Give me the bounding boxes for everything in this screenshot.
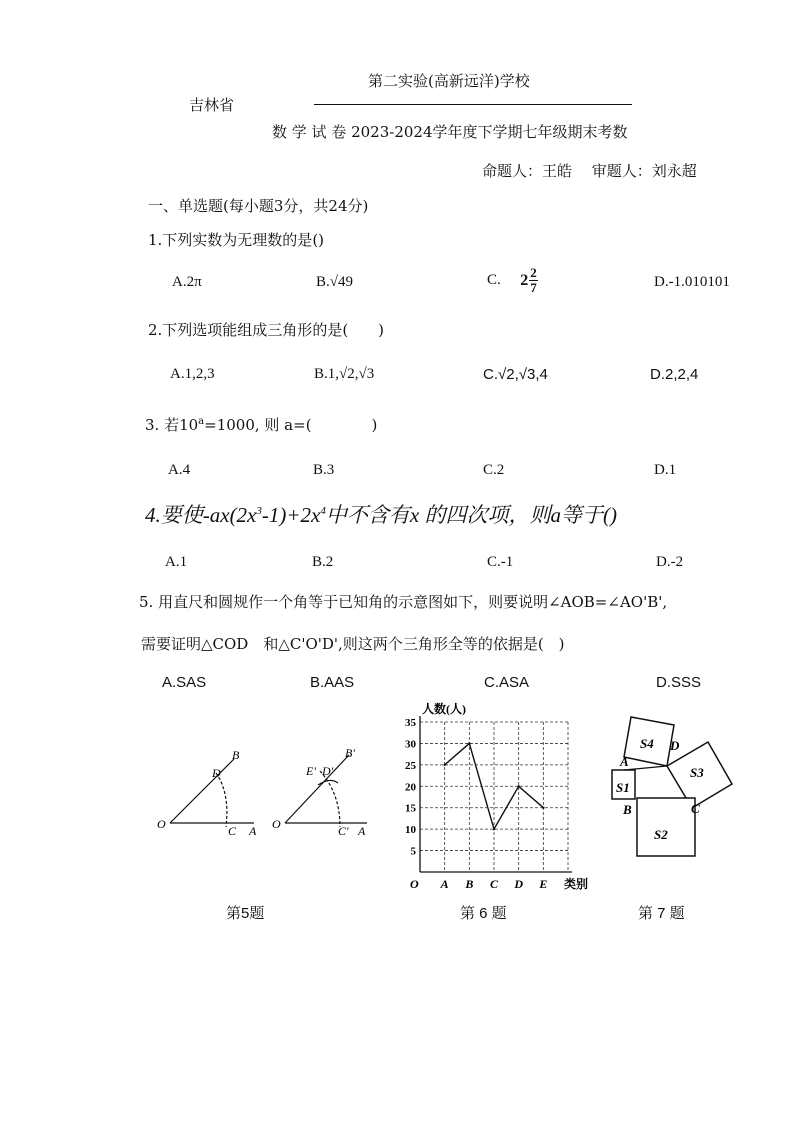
data-point bbox=[468, 742, 470, 744]
y-tick-label: 15 bbox=[405, 802, 416, 815]
question-1-stem: 1.下列实数为无理数的是() bbox=[148, 231, 325, 249]
fig5b-label-e: E' bbox=[306, 764, 316, 778]
y-tick-label: 35 bbox=[405, 717, 416, 729]
chart-y-label: 人数(人) bbox=[422, 702, 466, 716]
data-point bbox=[443, 764, 445, 766]
q2-option-d[interactable]: D.2,2,4 bbox=[650, 366, 699, 383]
question-4-stem: 4.要使$-ax(2x^3-1)+2x^4$中不含有x 的四次项，则a等于() bbox=[145, 503, 617, 527]
fig5-label-d: D bbox=[212, 766, 221, 780]
chart-x-ticks bbox=[440, 877, 548, 891]
chart-axes bbox=[420, 716, 572, 872]
y-tick-label: 5 bbox=[410, 845, 416, 858]
x-tick-label: B bbox=[465, 877, 474, 891]
question-3-stem: 3. 若$10^a=1000$, 则 a=( ) bbox=[145, 416, 378, 434]
q2-option-c[interactable]: C.√2,√3,4 bbox=[483, 366, 548, 383]
x-tick-label: D bbox=[514, 877, 524, 891]
province: 吉林省 bbox=[189, 96, 235, 114]
chart-origin-label: O bbox=[410, 877, 419, 891]
q1-option-a[interactable]: A.2π bbox=[172, 274, 202, 290]
fig7-label-b: B bbox=[623, 802, 632, 817]
q4-option-d[interactable]: D.-2 bbox=[656, 554, 684, 570]
q1-option-b[interactable]: B.√49 bbox=[316, 274, 353, 290]
fig5b-label-b: B' bbox=[345, 746, 355, 760]
y-tick-label: 20 bbox=[405, 781, 416, 794]
q3-option-a[interactable]: A.4 bbox=[168, 462, 191, 478]
fig7-label-c: C bbox=[691, 801, 700, 816]
school-underline bbox=[314, 104, 632, 105]
q1-option-c-label: C. bbox=[487, 272, 501, 288]
q3-option-b[interactable]: B.3 bbox=[313, 462, 335, 478]
y-tick-label: 30 bbox=[405, 738, 416, 751]
fig5-label-o: O bbox=[157, 817, 166, 831]
fig7-label-s3: S3 bbox=[690, 765, 704, 780]
x-tick-label: C bbox=[489, 877, 499, 891]
fig7-label-s2: S2 bbox=[654, 827, 668, 842]
fig5-label-b: B bbox=[232, 748, 240, 762]
figure-6-caption: 第 6 题 bbox=[460, 905, 507, 922]
question-5-line-2: 需要证明△COD 和△C'O'D',则这两个三角形全等的依据是( ) bbox=[141, 635, 565, 653]
fig5b-label-o: O bbox=[272, 817, 281, 831]
fig7-label-s1: S1 bbox=[616, 780, 630, 795]
q3-option-d[interactable]: D.1 bbox=[654, 462, 677, 478]
authors: 命题人：王皓 审题人：刘永超 bbox=[482, 162, 697, 180]
fig7-edge-ad bbox=[624, 766, 667, 770]
chart-y-ticks bbox=[405, 717, 417, 858]
question-2-stem: 2.下列选项能组成三角形的是( ) bbox=[148, 321, 385, 339]
section-title: 一、单选题(每小题3分，共24分) bbox=[148, 197, 369, 215]
y-tick-label: 10 bbox=[405, 824, 416, 837]
fig5b-label-d: D' bbox=[322, 764, 334, 778]
fig5b-arc bbox=[320, 771, 340, 827]
q1-mixed-whole: 2 bbox=[520, 271, 529, 289]
fig5b-label-a: A bbox=[358, 824, 366, 838]
fig7-label-d: D bbox=[670, 738, 680, 753]
fig7-label-a: A bbox=[620, 754, 629, 769]
q4-option-c[interactable]: C.-1 bbox=[487, 554, 514, 570]
y-tick-label: 25 bbox=[405, 759, 416, 772]
school-name: 第二实验(高新远洋)学校 bbox=[368, 72, 530, 90]
q5-option-d[interactable]: D.SSS bbox=[656, 674, 702, 691]
q5-option-c[interactable]: C.ASA bbox=[484, 674, 530, 691]
figure-7-diagram bbox=[610, 712, 740, 862]
figure-5-diagram bbox=[152, 745, 372, 855]
x-tick-label: E bbox=[539, 877, 548, 891]
fig7-label-s4: S4 bbox=[640, 736, 654, 751]
q3-option-c[interactable]: C.2 bbox=[483, 462, 505, 478]
fig5b-label-c: C' bbox=[338, 824, 349, 838]
q2-option-b[interactable]: B.1,√2,√3 bbox=[314, 366, 375, 382]
q1-option-c[interactable] bbox=[487, 266, 538, 295]
data-point bbox=[517, 785, 519, 787]
fig5-label-c: C bbox=[228, 824, 237, 838]
q2-option-a[interactable]: A.1,2,3 bbox=[170, 366, 215, 382]
q1-fraction: $\frac{2}{7}$ bbox=[530, 265, 537, 295]
x-tick-label: A bbox=[440, 877, 449, 891]
q4-option-a[interactable]: A.1 bbox=[165, 554, 188, 570]
chart-grid bbox=[420, 722, 568, 872]
question-5-line-1: 5. 用直尺和圆规作一个角等于已知角的示意图如下，则要说明∠AOB=∠AO'B', bbox=[139, 593, 668, 611]
q5-option-b[interactable]: B.AAS bbox=[310, 674, 355, 691]
chart-x-label: 类别 bbox=[564, 877, 589, 891]
q4-option-b[interactable]: B.2 bbox=[312, 554, 334, 570]
q5-option-a[interactable]: A.SAS bbox=[162, 674, 207, 691]
exam-title: 数 学 试 卷 2023-2024学年度下学期七年级期末考数 bbox=[272, 123, 628, 141]
fig5-label-a: A bbox=[249, 824, 257, 838]
series-line bbox=[445, 743, 544, 829]
fig5-arc bbox=[216, 773, 227, 827]
data-point bbox=[542, 807, 544, 809]
figure-5-caption: 第5题 bbox=[226, 905, 265, 922]
q1-option-d[interactable]: D.-1.010101 bbox=[654, 274, 730, 290]
data-point bbox=[493, 828, 495, 830]
figure-6-chart bbox=[392, 700, 592, 892]
figure-7-caption: 第 7 题 bbox=[638, 905, 685, 922]
